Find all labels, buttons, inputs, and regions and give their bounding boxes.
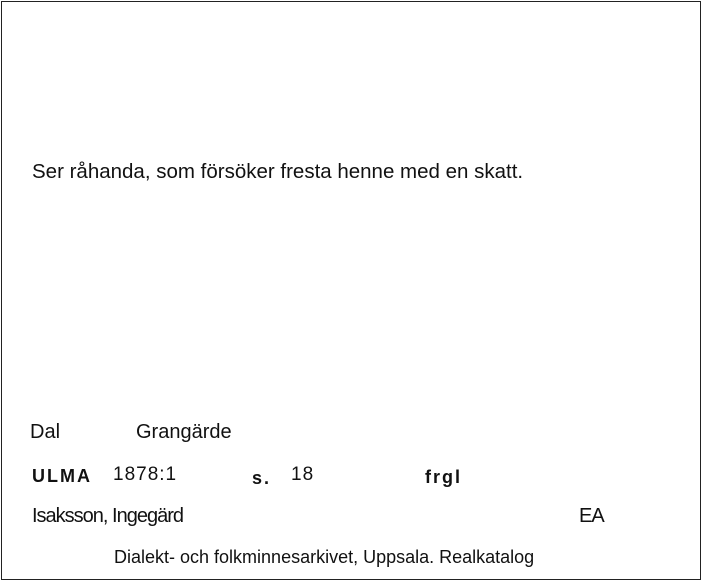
- card-description: Ser råhanda, som försöker fresta henne med en skatt.: [32, 160, 524, 183]
- parish-name: Dal: [30, 421, 61, 443]
- archive-code: ULMA: [32, 466, 92, 486]
- archive-footer: Dialekt- och folkminnesarkivet, Uppsala. Realkatalog: [114, 547, 535, 567]
- catalog-card: [1, 1, 701, 580]
- record-number: 1878:1: [113, 464, 178, 485]
- collector-name: Isaksson, Ingegärd: [32, 505, 183, 527]
- page-number: 18: [291, 464, 315, 485]
- page-label: s.: [252, 468, 272, 488]
- village-name: Grangärde: [136, 421, 232, 443]
- category-code: frgl: [425, 467, 462, 487]
- collector-code: EA: [579, 505, 604, 527]
